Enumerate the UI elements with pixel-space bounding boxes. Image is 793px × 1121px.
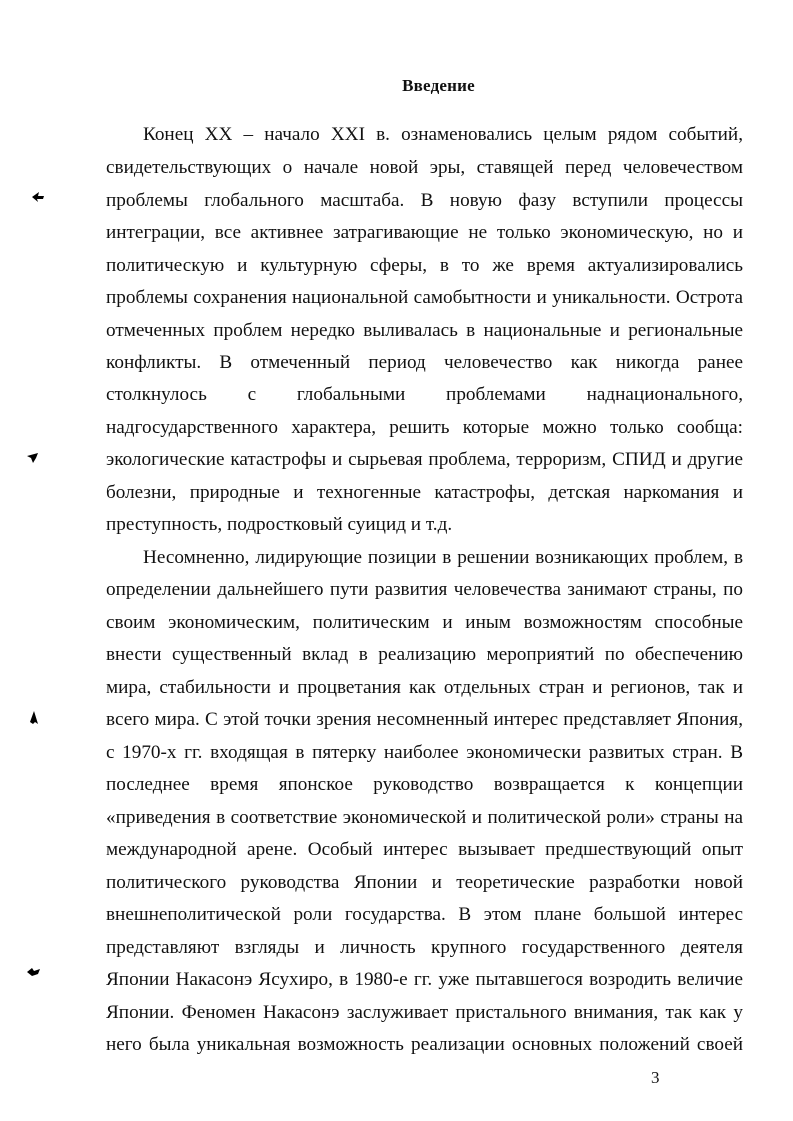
scan-artifact-mark: [30, 190, 48, 204]
text-line: Японии Накасонэ Ясухиро, в 1980-е гг. уже пытавшегося возродить величие: [106, 969, 743, 990]
scan-artifact-mark: [26, 452, 40, 464]
text-line: политического руководства Японии и теоретические разработки новой: [106, 872, 743, 893]
text-line: столкнулось с глобальными проблемами наднационального,: [106, 384, 743, 405]
text-line: Несомненно, лидирующие позиции в решении возникающих проблем, в: [143, 547, 743, 568]
text-line: отмеченных проблем нередко выливалась в национальные и региональные: [106, 320, 743, 341]
text-line: своим экономическим, политическим и иным возможностям способные: [106, 612, 743, 633]
scan-artifact-mark: [28, 710, 40, 726]
text-line: с 1970-х гг. входящая в пятерку наиболее экономически развитых стран. В: [106, 742, 743, 763]
text-line: проблемы сохранения национальной самобытности и уникальности. Острота: [106, 287, 743, 308]
page-title: Введение: [402, 76, 475, 95]
scan-artifact-mark: [26, 966, 42, 978]
text-line: внешнеполитической роли государства. В этом плане большой интерес: [106, 904, 743, 925]
text-line: Японии. Феномен Накасонэ заслуживает пристального внимания, так как у: [106, 1002, 743, 1023]
text-line: внести существенный вклад в реализацию мероприятий по обеспечению: [106, 644, 743, 665]
text-line: определении дальнейшего пути развития человечества занимают страны, по: [106, 579, 743, 600]
text-line: «приведения в соответствие экономической и политической роли» страны на: [106, 807, 743, 828]
text-line: мира, стабильности и процветания как отдельных стран и регионов, так и: [106, 677, 743, 698]
text-line: Конец XX – начало XXI в. ознаменовались целым рядом событий,: [143, 124, 743, 145]
text-line: политическую и культурную сферы, в то же время актуализировались: [106, 255, 743, 276]
text-line: международной арене. Особый интерес вызывает предшествующий опыт: [106, 839, 743, 860]
text-line: свидетельствующих о начале новой эры, ставящей перед человечеством: [106, 157, 743, 178]
text-line: него была уникальная возможность реализации основных положений своей: [106, 1034, 743, 1055]
text-line: болезни, природные и техногенные катастрофы, детская наркомания и: [106, 482, 743, 503]
text-line: надгосударственного характера, решить которые можно только сообща:: [106, 417, 743, 438]
text-line: конфликты. В отмеченный период человечество как никогда ранее: [106, 352, 743, 373]
text-line: последнее время японское руководство возвращается к концепции: [106, 774, 743, 795]
text-line: экологические катастрофы и сырьевая проблема, терроризм, СПИД и другие: [106, 449, 743, 470]
page-number: 3: [651, 1068, 660, 1087]
text-line: проблемы глобального масштаба. В новую фазу вступили процессы: [106, 190, 743, 211]
text-line: всего мира. С этой точки зрения несомненный интерес представляет Япония,: [106, 709, 743, 730]
text-line: представляют взгляды и личность крупного государственного деятеля: [106, 937, 743, 958]
text-line: преступность, подростковый суицид и т.д.: [106, 514, 453, 535]
text-line: интеграции, все активнее затрагивающие не только экономическую, но и: [106, 222, 743, 243]
